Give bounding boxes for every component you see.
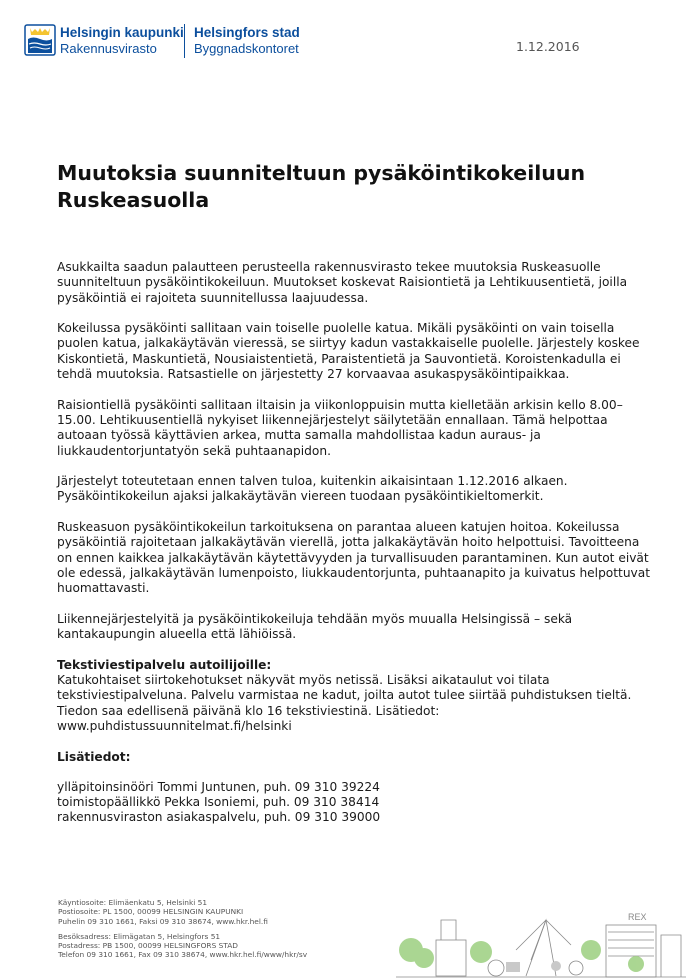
footer-line: Postadress: PB 1500, 00099 HELSINGFORS STAD (58, 941, 238, 951)
footer-line: Telefon 09 310 1661, Fax 09 310 38674, www.hkr.hel.fi/www/hkr/sv (58, 950, 308, 960)
document-date: 1.12.2016 (516, 39, 580, 54)
city-skyline-illustration-icon (396, 880, 686, 979)
header-divider (184, 24, 185, 58)
text-line: liukkaudentorjuntatyön sekä puhtaanapidon. (57, 443, 331, 458)
title-line: Muutoksia suunniteltuun pysäköintikokeiluun (57, 161, 586, 185)
paragraph (57, 474, 647, 505)
text-line: ole edessä, jalkakäytävän lumenpoisto, liukkaudentorjunta, puhtaanapito ja kuivatus helpottuvat (57, 565, 651, 580)
footer-addresses (58, 898, 307, 960)
city-name-fi: Helsingin kaupunki (60, 25, 184, 40)
text-line: Pysäköintikokeilun ajaksi jalkakäytävän viereen tuodaan pysäköintikieltomerkit. (57, 489, 544, 504)
more-info-section (57, 750, 647, 826)
document-body (57, 260, 651, 841)
text-line: Kokeilussa pysäköinti sallitaan vain toiselle puolelle katua. Mikäli pysäköinti on vain toisella (57, 321, 615, 336)
helsinki-crest-icon (24, 24, 56, 58)
city-name-sv: Helsingfors stad (194, 25, 300, 40)
sms-service-heading: Tekstiviestipalvelu autoilijoille: (57, 657, 272, 672)
text-line: Järjestelyt toteutetaan ennen talven tuloa, kuitenkin aikaisintaan 1.12.2016 alkaen. (57, 474, 568, 489)
paragraph (57, 321, 647, 382)
footer-line: Besöksadress: Elimägatan 5, Helsingfors 51 (58, 931, 221, 941)
contact-line: ylläpitoinsinööri Tommi Juntunen, puh. 09 310 39224 (57, 779, 380, 794)
website-url: www.puhdistussuunnitelmat.fi/helsinki (57, 718, 292, 733)
text-line: 15.00. Lehtikuusentiellä nykyiset liikennejärjestelyt säilytetään ennallaan. Tämä helpottaa (57, 412, 608, 427)
text-line: kantakaupungin alueella että lähiöissä. (57, 627, 297, 642)
department-fi: Rakennusvirasto (60, 41, 157, 56)
text-line: Kiskontietä, Maskuntietä, Nousiaistentietä, Paraistentietä ja Sauvontietä. Koroistenkadulla ei (57, 351, 621, 366)
svg-text:REX: REX (628, 912, 647, 922)
footer-line: Käyntiosoite: Elimäenkatu 5, Helsinki 51 (58, 898, 208, 907)
footer-line: Postiosoite: PL 1500, 00099 HELSINGIN KAUPUNKI (58, 907, 244, 917)
paragraph (57, 398, 647, 459)
text-line: autoaan työssä käyttävien arkea, mutta samalla mahdollistaa kadun auraus- ja (57, 428, 541, 443)
text-line: Liikennejärjestelyitä ja pysäköintikokeiluja tehdään myös muualla Helsingissä – sekä (57, 611, 573, 626)
paragraph (57, 612, 647, 643)
text-line: Katukohtaiset siirtokehotukset näkyvät myös netissä. Lisäksi aikataulut voi tilata (57, 673, 550, 688)
text-line: Ruskeasuon pysäköintikokeilun tarkoituksena on parantaa alueen katujen hoitoa. Kokeilussa (57, 520, 620, 535)
contact-line: rakennusviraston asiakaspalvelu, puh. 09 310 39000 (57, 810, 381, 825)
paragraph (57, 260, 647, 306)
text-line: tekstiviestipalveluna. Palvelu varmistaa ne kadut, joilta autot tulee siirtää puhdistuksen tieltä. (57, 688, 632, 703)
org-name-swedish (194, 25, 300, 57)
text-line: suunniteltuun pysäköintikokeiluun. Muutokset koskevat Raisiontietä ja Lehtikuusentietä, joilla (57, 275, 628, 290)
text-line: Raisiontiellä pysäköinti sallitaan iltaisin ja viikonloppuisin mutta kielletään arkisin kello 8.00– (57, 397, 623, 412)
text-line: Tiedon saa edellisenä päivänä klo 16 tekstiviestinä. Lisätiedot: (57, 703, 440, 718)
contact-line: toimistopäällikkö Pekka Isoniemi, puh. 09 310 38414 (57, 795, 380, 810)
org-name-finnish (60, 25, 184, 57)
text-line: on ennen kaikkea jalkakäytävän käytettävyyden ja turvallisuuden parantaminen. Kun autot eivät (57, 550, 649, 565)
text-line: puolen katua, jalkakäytävän vieressä, se siirtyy kadun vastakkaiselle puolelle. Järjestely koskee (57, 336, 640, 351)
paragraph (57, 520, 651, 596)
text-line: tehdä muutoksia. Ratsastielle on järjestetty 27 korvaavaa asukaspysäköintipaikkaa. (57, 367, 570, 382)
department-sv: Byggnadskontoret (194, 41, 299, 56)
text-line: pysäköintiä ei rajoiteta suunnitellussa laajuudessa. (57, 290, 369, 305)
title-line: Ruskeasuolla (57, 188, 210, 212)
text-line: Asukkailta saadun palautteen perusteella rakennusvirasto tekee muutoksia Ruskeasuolle (57, 260, 601, 274)
sms-service-section (57, 658, 647, 734)
footer-line: Puhelin 09 310 1661, Faksi 09 310 38674, www.hkr.hel.fi (58, 916, 268, 926)
document-title (57, 160, 657, 214)
text-line: pysäköintiä rajoitetaan jalkakäytävän vierellä, jotta jalkakäytävän hoito helpottuisi. Tavoitteena (57, 535, 640, 550)
text-line: huomattavasti. (57, 581, 150, 596)
more-info-heading: Lisätiedot: (57, 749, 131, 764)
